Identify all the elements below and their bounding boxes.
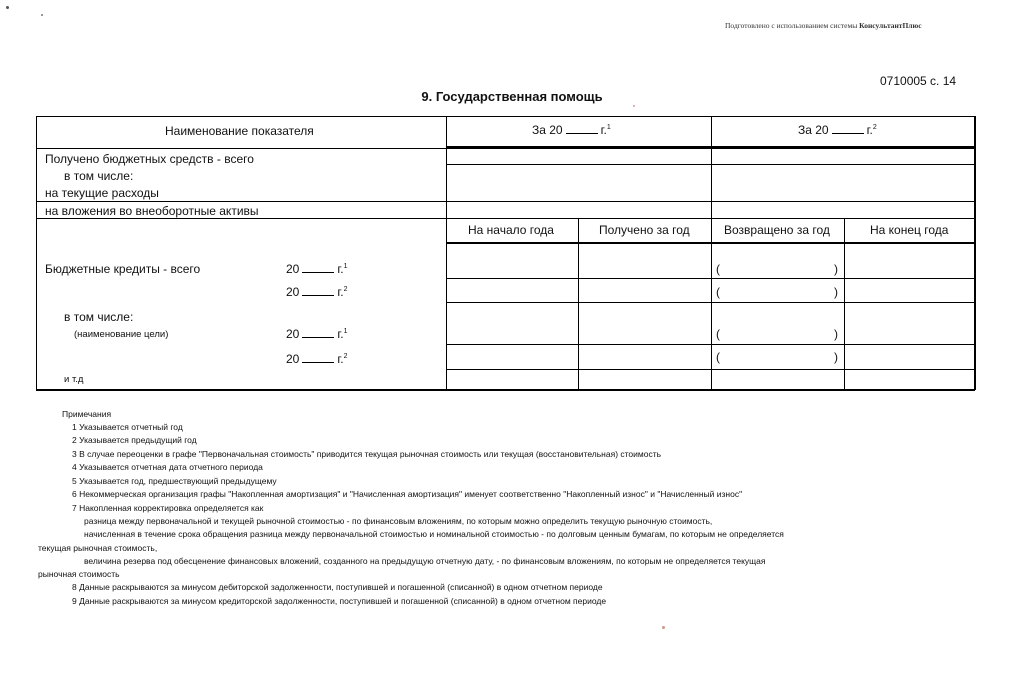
note-item: 6 Некоммерческая организация графы "Накопленная амортизация" и "Начисленная амортизация" именует соответственно "Накопленный износ" и "Начисленный износ" xyxy=(72,489,743,499)
row-credits-including: в том числе: xyxy=(64,310,134,324)
page-title: 9. Государственная помощь xyxy=(421,89,603,104)
footnote-ref: 1 xyxy=(606,124,611,131)
note-line: разница между первоначальной и текущей рыночной стоимостью - по финансовым вложениям, по которым можно определить текущую рыночную стоимость, xyxy=(84,516,713,526)
note-item: 3 В случае переоценки в графе "Первоначальная стоимость" приводится текущая рыночная стоимость или текущая (восстановительная) стоимость xyxy=(72,449,662,459)
year-suffix: г. xyxy=(337,352,344,366)
paren-close: ) xyxy=(834,327,838,341)
notes-heading: Примечания xyxy=(62,409,112,419)
col-received-for-year: Получено за год xyxy=(599,223,690,237)
system-name: КонсультантПлюс xyxy=(859,21,922,30)
year-blank xyxy=(302,352,334,363)
footnote-ref: 2 xyxy=(343,286,348,293)
scan-speck xyxy=(633,105,635,107)
year-suffix: г. xyxy=(337,262,344,276)
year-prefix: 20 xyxy=(286,327,300,341)
paren-open: ( xyxy=(716,327,720,341)
footnote-ref: 1 xyxy=(343,263,348,270)
paren-close: ) xyxy=(834,262,838,276)
paren-close: ) xyxy=(834,285,838,299)
col-indicator-header: Наименование показателя xyxy=(165,124,314,138)
row-including: в том числе: xyxy=(64,169,134,183)
year-line xyxy=(286,327,348,341)
form-code: 0710005 с. 14 xyxy=(880,74,957,88)
note-item: 8 Данные раскрываются за минусом дебиторской задолженности, поступившей и погашенной (списанной) в одном отчетном периоде xyxy=(72,582,603,592)
prepared-with-note xyxy=(725,21,922,30)
year-blank xyxy=(832,123,864,134)
row-purpose-name: (наименование цели) xyxy=(74,329,169,340)
col-period-1-header xyxy=(532,123,611,137)
scan-speck xyxy=(662,626,665,629)
year-line xyxy=(286,352,348,366)
col-period-2-prefix: За 20 xyxy=(798,123,829,137)
year-blank xyxy=(302,327,334,338)
note-item: 7 Накопленная корректировка определяется как xyxy=(72,503,264,513)
paren-open: ( xyxy=(716,262,720,276)
col-period-1-suffix: г. xyxy=(600,123,607,137)
col-end-of-year: На конец года xyxy=(870,223,949,237)
note-item: 1 Указывается отчетный год xyxy=(72,422,183,432)
note-line: начисленная в течение срока обращения разница между первоначальной стоимостью и номинальной стоимостью - по долговым ценным бумагам, по которым не определяется xyxy=(84,529,784,539)
note-line: текущая рыночная стоимость, xyxy=(38,543,158,553)
col-returned-for-year: Возвращено за год xyxy=(724,223,830,237)
row-credits-total: Бюджетные кредиты - всего xyxy=(45,262,201,276)
year-line xyxy=(286,262,348,276)
footnote-ref: 2 xyxy=(872,124,877,131)
col-period-1-prefix: За 20 xyxy=(532,123,563,137)
row-current-expenses: на текущие расходы xyxy=(45,186,159,200)
row-noncurrent-investments: на вложения во внеоборотные активы xyxy=(45,204,259,218)
year-line xyxy=(286,285,348,299)
year-suffix: г. xyxy=(337,285,344,299)
paren-open: ( xyxy=(716,285,720,299)
year-prefix: 20 xyxy=(286,262,300,276)
scan-speck xyxy=(41,14,43,16)
year-blank xyxy=(302,285,334,296)
note-item: 5 Указывается год, предшествующий предыдущему xyxy=(72,476,277,486)
col-period-2-header xyxy=(798,123,877,137)
prepared-prefix: Подготовлено с использованием системы xyxy=(725,21,858,30)
note-item: 2 Указывается предыдущий год xyxy=(72,435,197,445)
row-etc: и т.д xyxy=(64,374,84,385)
paren-open: ( xyxy=(716,350,720,364)
paren-close: ) xyxy=(834,350,838,364)
col-period-2-suffix: г. xyxy=(866,123,873,137)
year-prefix: 20 xyxy=(286,352,300,366)
scan-speck xyxy=(6,6,9,9)
year-prefix: 20 xyxy=(286,285,300,299)
footnote-ref: 1 xyxy=(343,328,348,335)
year-blank xyxy=(302,262,334,273)
note-line: величина резерва под обесценение финансовых вложений, созданного на предыдущую отчетную дату, - по финансовым вложениям, по которым не определяется текущая xyxy=(84,556,766,566)
col-start-of-year: На начало года xyxy=(468,223,554,237)
note-line: рыночная стоимость xyxy=(38,569,120,579)
year-blank xyxy=(566,123,598,134)
year-suffix: г. xyxy=(337,327,344,341)
footnote-ref: 2 xyxy=(343,353,348,360)
note-item: 4 Указывается отчетная дата отчетного периода xyxy=(72,462,263,472)
row-received-total: Получено бюджетных средств - всего xyxy=(45,152,254,166)
note-item: 9 Данные раскрываются за минусом кредиторской задолженности, поступившей и погашенной (списанной) в одном отчетном периоде xyxy=(72,596,607,606)
